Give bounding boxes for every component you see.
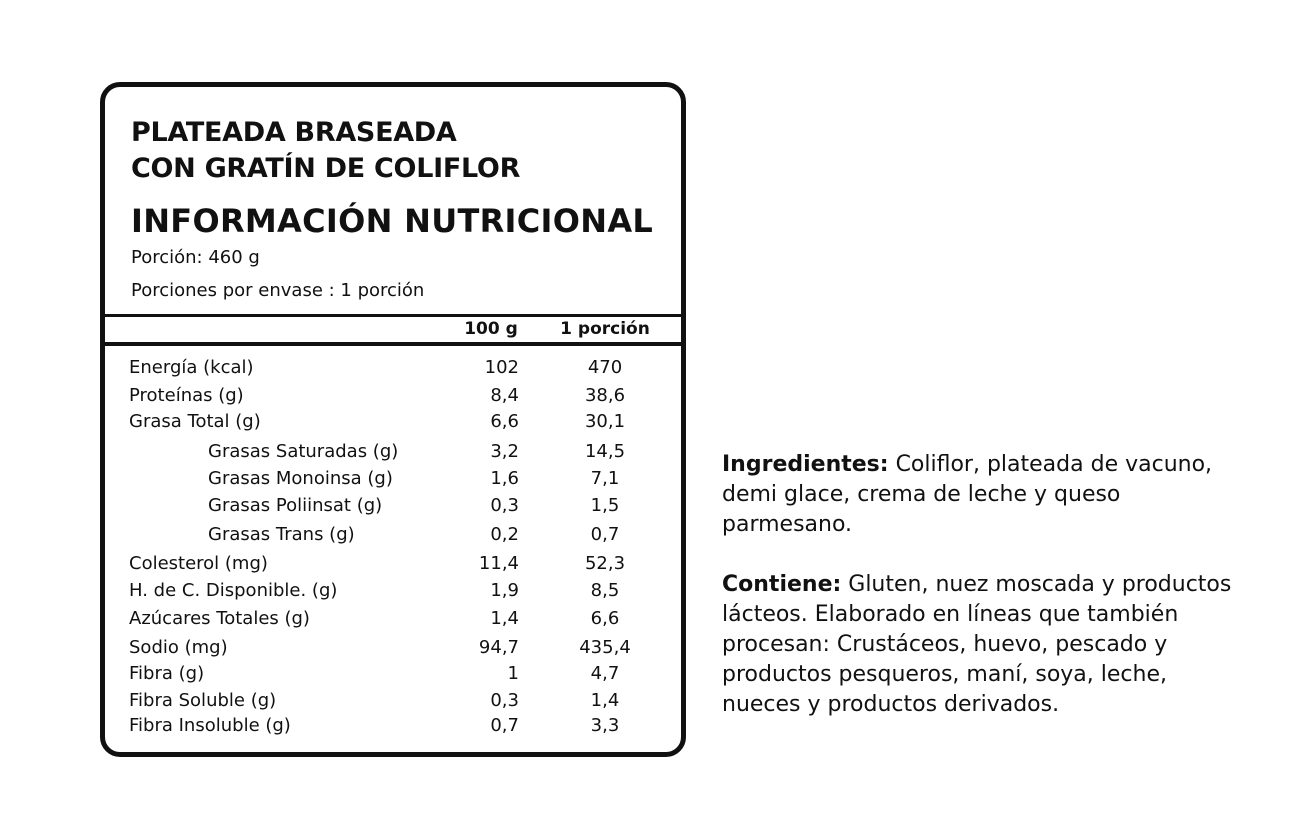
nutrient-value-portion: 1,4: [590, 690, 620, 711]
nutrient-name: Grasas Monoinsa (g): [208, 468, 393, 489]
nutrient-value-100g: 94,7: [478, 637, 519, 658]
nutrient-name: Fibra Insoluble (g): [129, 715, 291, 736]
nutrient-row: [105, 468, 681, 492]
nutrient-name: Energía (kcal): [129, 357, 254, 378]
nutrient-row: [105, 357, 681, 381]
nutrient-value-100g: 3,2: [490, 441, 519, 462]
header-divider-top: [105, 314, 681, 317]
nutrient-value-portion: 0,7: [590, 524, 620, 545]
nutrient-value-portion: 38,6: [584, 385, 626, 406]
nutrient-name: Grasas Saturadas (g): [208, 441, 399, 462]
nutrient-value-portion: 8,5: [590, 580, 620, 601]
nutrient-value-portion: 435,4: [579, 637, 631, 658]
nutrient-row: [105, 663, 681, 687]
column-header-portion: 1 porción: [560, 319, 650, 339]
nutrient-name: Colesterol (mg): [129, 553, 268, 574]
nutrient-value-portion: 1,5: [590, 495, 620, 516]
nutrient-value-100g: 8,4: [490, 385, 519, 406]
product-name: [131, 115, 520, 187]
ingredients-label: Ingredientes:: [722, 452, 889, 477]
nutrient-name: Sodio (mg): [129, 637, 228, 658]
nutrient-value-100g: 0,3: [490, 690, 519, 711]
header-divider-bottom: [105, 342, 681, 346]
nutrient-name: Fibra Soluble (g): [129, 690, 277, 711]
nutrient-name: Grasas Trans (g): [208, 524, 355, 545]
nutrient-value-100g: 0,3: [490, 495, 519, 516]
nutrition-title: INFORMACIÓN NUTRICIONAL: [131, 202, 654, 240]
nutrient-name: Grasa Total (g): [129, 411, 261, 432]
nutrient-value-portion: 470: [587, 357, 623, 378]
nutrient-row: [105, 553, 681, 577]
nutrient-value-portion: 3,3: [590, 715, 620, 736]
allergens-text: Gluten, nuez moscada y productos lácteos. Elaborado en líneas que también procesan: Crustáceos, huevo, pescado y productos pesqueros, maní, soya, leche, nueces y productos derivados.: [722, 572, 1232, 717]
nutrient-value-portion: 52,3: [584, 553, 626, 574]
servings-per-container: Porciones por envase : 1 porción: [131, 280, 425, 301]
product-name-line-1: PLATEADA BRASEADA: [131, 117, 457, 148]
nutrient-row: [105, 441, 681, 465]
nutrient-name: Proteínas (g): [129, 385, 244, 406]
nutrient-value-portion: 30,1: [584, 411, 626, 432]
nutrient-value-100g: 1,4: [490, 608, 519, 629]
nutrient-row: [105, 411, 681, 435]
nutrition-label: [100, 82, 686, 757]
nutrient-value-portion: 6,6: [590, 608, 620, 629]
nutrient-value-100g: 1,6: [490, 468, 519, 489]
nutrient-value-portion: 14,5: [584, 441, 626, 462]
nutrient-value-100g: 11,4: [478, 553, 519, 574]
nutrient-name: Azúcares Totales (g): [129, 608, 310, 629]
allergens-block: [722, 570, 1242, 720]
nutrient-value-100g: 0,2: [490, 524, 519, 545]
nutrient-row: [105, 715, 681, 739]
nutrient-value-100g: 0,7: [490, 715, 519, 736]
product-name-line-2: CON GRATÍN DE COLIFLOR: [131, 153, 521, 184]
nutrient-value-100g: 6,6: [490, 411, 519, 432]
ingredients-text: Coliflor, plateada de vacuno, demi glace, crema de leche y queso parmesano.: [722, 452, 1213, 537]
nutrient-value-100g: 1: [507, 663, 519, 684]
allergens-label: Contiene:: [722, 572, 842, 597]
nutrient-value-portion: 4,7: [590, 663, 620, 684]
nutrient-row: [105, 580, 681, 604]
nutrient-row: [105, 690, 681, 714]
nutrient-value-portion: 7,1: [590, 468, 620, 489]
nutrient-row: [105, 637, 681, 661]
ingredients-block: [722, 450, 1242, 540]
nutrient-row: [105, 524, 681, 548]
nutrient-name: Grasas Poliinsat (g): [208, 495, 383, 516]
nutrient-name: H. de C. Disponible. (g): [129, 580, 338, 601]
nutrient-name: Fibra (g): [129, 663, 205, 684]
nutrient-value-100g: 1,9: [490, 580, 519, 601]
serving-size: Porción: 460 g: [131, 247, 260, 268]
nutrient-row: [105, 495, 681, 519]
nutrient-row: [105, 385, 681, 409]
nutrient-value-100g: 102: [484, 357, 519, 378]
column-header-100g: 100 g: [464, 319, 518, 339]
nutrient-row: [105, 608, 681, 632]
